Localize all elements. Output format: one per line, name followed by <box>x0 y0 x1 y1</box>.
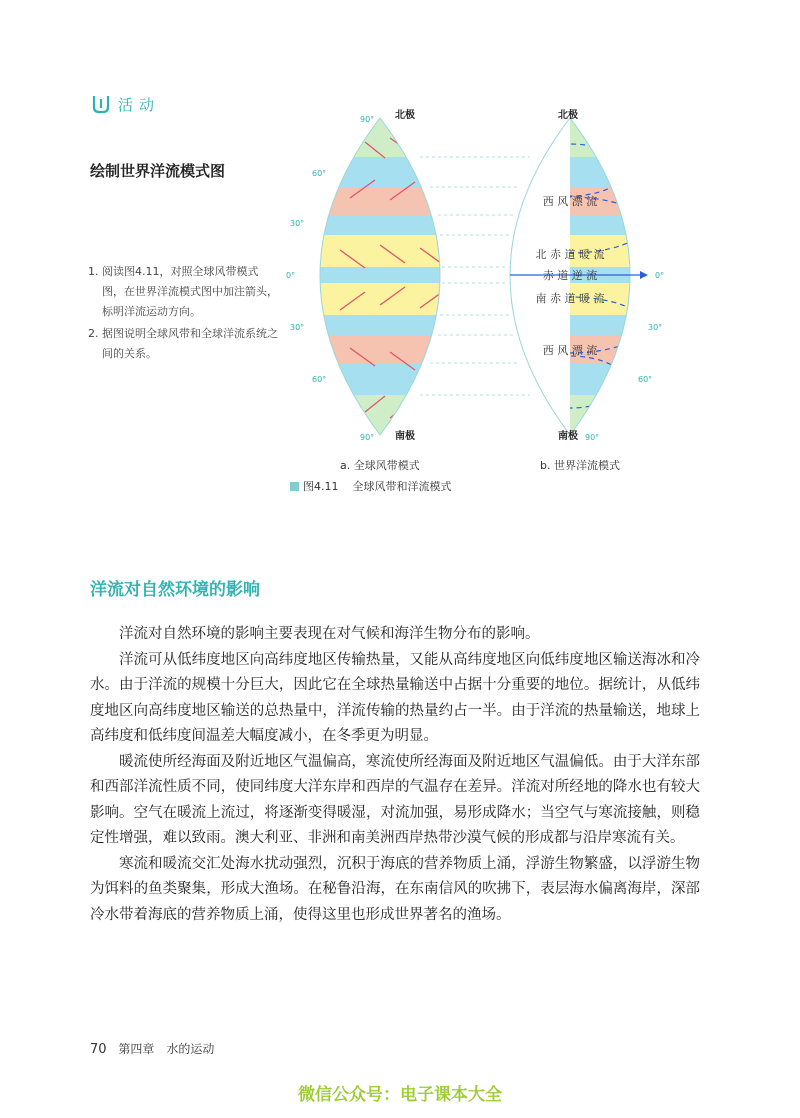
wechat-watermark: 微信公众号：电子课本大全 <box>298 1085 502 1105</box>
current-west-wind-s: 西 风 漂 流 <box>542 344 598 357</box>
lat-label-60-a: 60° <box>312 169 327 178</box>
activity-title: 绘制世界洋流模式图 <box>90 162 226 180</box>
caption-text: 全球风带和洋流模式 <box>352 480 452 493</box>
south-pole-a: 南极 <box>395 431 415 442</box>
caption-number: 图4.11 <box>303 480 339 493</box>
activity-steps <box>88 262 278 366</box>
paragraph-1: 洋流对自然环境的影响主要表现在对气候和海洋生物分布的影响。 <box>119 626 540 642</box>
lat-label-90-a: 90° <box>360 115 375 124</box>
activity-icon <box>90 93 112 115</box>
lat-label-60s-b: 60° <box>638 375 653 384</box>
north-pole-a: 北极 <box>395 110 415 121</box>
current-south-eq: 南 赤 道 暖 流 <box>535 292 605 305</box>
north-pole-b: 北极 <box>558 110 578 121</box>
lat-label-90s-b: 90° <box>585 433 600 442</box>
paragraph-2: 洋流可从低纬度地区向高纬度地区传输热量，又能从高纬度地区向低纬度地区输送海冰和冷水。由于洋流的规模十分巨大，因此它在全球热量输送中占据十分重要的地位。据统计，从低纬度地区向高纬度地区输送的总热量中，洋流传输的热量约占一半。由于洋流的热量输送，地球上高纬度和低纬度间温差大幅度减小，在冬季更为明显。 <box>90 651 700 744</box>
current-west-wind-n: 西 风 漂 流 <box>542 195 598 208</box>
paragraph-4: 寒流和暖流交汇处海水扰动强烈，沉积于海底的营养物质上涌，浮游生物繁盛，以浮游生物为饵料的鱼类聚集，形成大渔场。在秘鲁沿海，在东南信风的吹拂下，表层海水偏离海岸，深部冷水带着海底的营养物质上涌，使得这里也形成世界著名的渔场。 <box>90 855 700 923</box>
activity-label: 活动 <box>118 95 161 114</box>
lat-label-30s-a: 30° <box>290 323 305 332</box>
figure-4-11 <box>280 100 700 455</box>
body-text <box>90 622 700 928</box>
lat-label-0-b: 0° <box>655 271 665 280</box>
section-title: 洋流对自然环境的影响 <box>90 580 260 600</box>
south-pole-b: 南极 <box>558 431 578 442</box>
current-north-eq: 北 赤 道 暖 流 <box>535 248 605 261</box>
paragraph-3: 暖流使所经海面及附近地区气温偏高，寒流使所经海面及附近地区气温偏低。由于大洋东部和西部洋流性质不同，使同纬度大洋东岸和西岸的气温存在差异。洋流对所经地的降水也有较大影响。空气在暖流上流过，将逐渐变得暖湿，对流加强，易形成降水；当空气与寒流接触，则稳定性增强，难以致雨。澳大利亚、非洲和南美洲西岸热带沙漠气候的形成都与沿岸寒流有关。 <box>90 753 700 846</box>
subcaption-b: b. 世界洋流模式 <box>540 459 620 472</box>
step-2: 2. 据图说明全球风带和全球洋流系统之间的关系。 <box>88 327 278 360</box>
chapter-label: 第四章 水的运动 <box>118 1042 215 1056</box>
caption-marker-icon <box>290 482 299 491</box>
wind-belts-lens <box>280 100 480 455</box>
figure-caption <box>290 478 452 494</box>
page-footer <box>90 1040 214 1057</box>
activity-header <box>90 93 160 115</box>
subcaption-a: a. 全球风带模式 <box>340 459 420 472</box>
page-number: 70 <box>90 1042 107 1057</box>
current-counter: 赤 道 逆 流 <box>542 269 598 282</box>
step-1: 1. 阅读图4.11，对照全球风带模式图，在世界洋流模式图中加注箭头，标明洋流运动方向。 <box>88 265 278 318</box>
lat-label-90s-a: 90° <box>360 433 375 442</box>
lat-label-60s-a: 60° <box>312 375 327 384</box>
lat-label-30-a: 30° <box>290 219 305 228</box>
lat-label-0-a: 0° <box>286 271 296 280</box>
lat-label-30s-b: 30° <box>648 323 663 332</box>
